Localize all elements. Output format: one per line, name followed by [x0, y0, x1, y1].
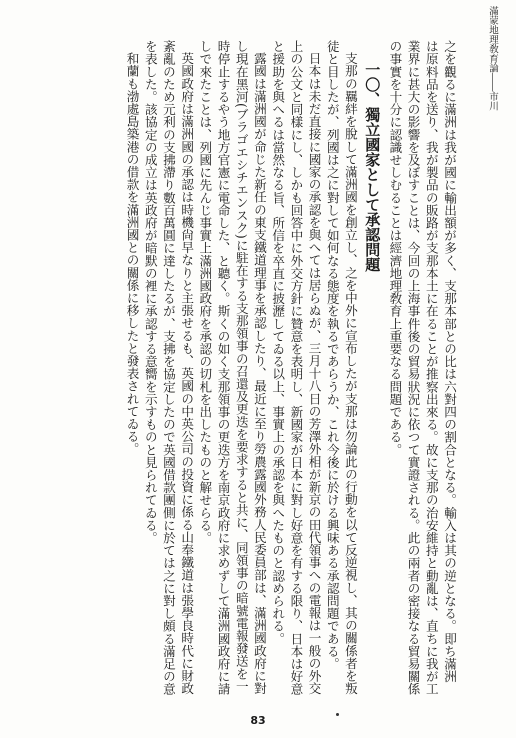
text-column: 英國政府は滿洲國の承認は時機尙早なりと主張せるも、英國の中英公司の投資に係る山奉鐵道は張學良時代に財政 — [179, 52, 195, 695]
body-text — [122, 40, 458, 696]
text-column: し現在黑河(ブラゴエシチエンスク)に駐在する支那領事の召還及更迭を要求すると共に、同領事の暗號電報發送を一 — [233, 40, 249, 693]
text-column: の事實を十分に認識せしむることは經濟地理敎育上重要なる問題である。 — [387, 40, 403, 456]
text-column: 露國は滿洲國が命じた新任の東支鐵道理事を承認したり、最近に至り勞農露國外務人民委員部は、滿洲國政府に對 — [251, 52, 267, 695]
text-column: 業界に甚大の影響を及ぼすことは、今回の上海事件後の貿易狀況に依つて實證される。此の兩者の密接なる貿易關係 — [405, 40, 421, 696]
text-column: 時停止するやう地方官憲に電命した、と聽く。斯くの如く支那領事の更迭方を南京政府に求めずして滿洲國政府に請 — [215, 40, 231, 696]
text-column: 上の公文と同樣にし、しかも回答中に外交方針に贊意を表明し、新國家が日本に對し好意を有する限り、日本は好意 — [288, 40, 304, 696]
text-column: と援助を與へるは當然なる旨、所信を卒直に披瀝してゐる以上、事實上の承認を與へたものと認められる。 — [270, 40, 286, 645]
text-column: 之を觀るに滿洲は我が國に輸出額が多く、支那本部との比は六對四の割合となる。輸入は其の逆となる。即ち滿洲 — [442, 40, 457, 683]
text-column: 和蘭も渤處島築港の借款を滿洲國との關係に移したと發表されてゐる。 — [124, 52, 140, 456]
running-head: 滿蒙地理敎育論――市川 — [487, 6, 498, 111]
section-heading: 一〇、獨立國家として承認問題 — [363, 62, 382, 272]
text-column: は原料品を送り、我が製品の販路が支那本土に在ることが推察出來る。故に支那の治安維持と動亂は、直ちに我が工 — [423, 40, 439, 696]
text-column: 日本は未だ直接に國家の承認を與へては居らぬが、三月十八日の芳澤外相が新京の田代領事への電報は一般の外交 — [306, 52, 322, 695]
text-column: を表した。該協定の成立は英政府が暗默の裡に承認する意嚮を示すものと見られてゐる。 — [142, 40, 158, 544]
page-number: 83 — [250, 714, 266, 727]
text-column: しで來たことは、列國に先んじ事實上滿洲國政府を承認の切札を出したものと解せらる。 — [197, 40, 213, 544]
text-column: 支那の羈絆を脫して滿洲國を創立し、之を中外に宣布したが支那は勿論此の行動を以て反逆視し、其の關係者を叛 — [342, 52, 358, 695]
text-column: 紊亂のため元利の支拂滯り數百萬圓に達したるが、支拂を協定したので英國借款團側に於ては之に對し頗る滿足の意 — [160, 40, 176, 696]
text-column: 徒と目したが、列國は之に對して如何なる態度を執るであらうか、これ今後に於ける興味ある承認問題である。 — [324, 40, 340, 670]
